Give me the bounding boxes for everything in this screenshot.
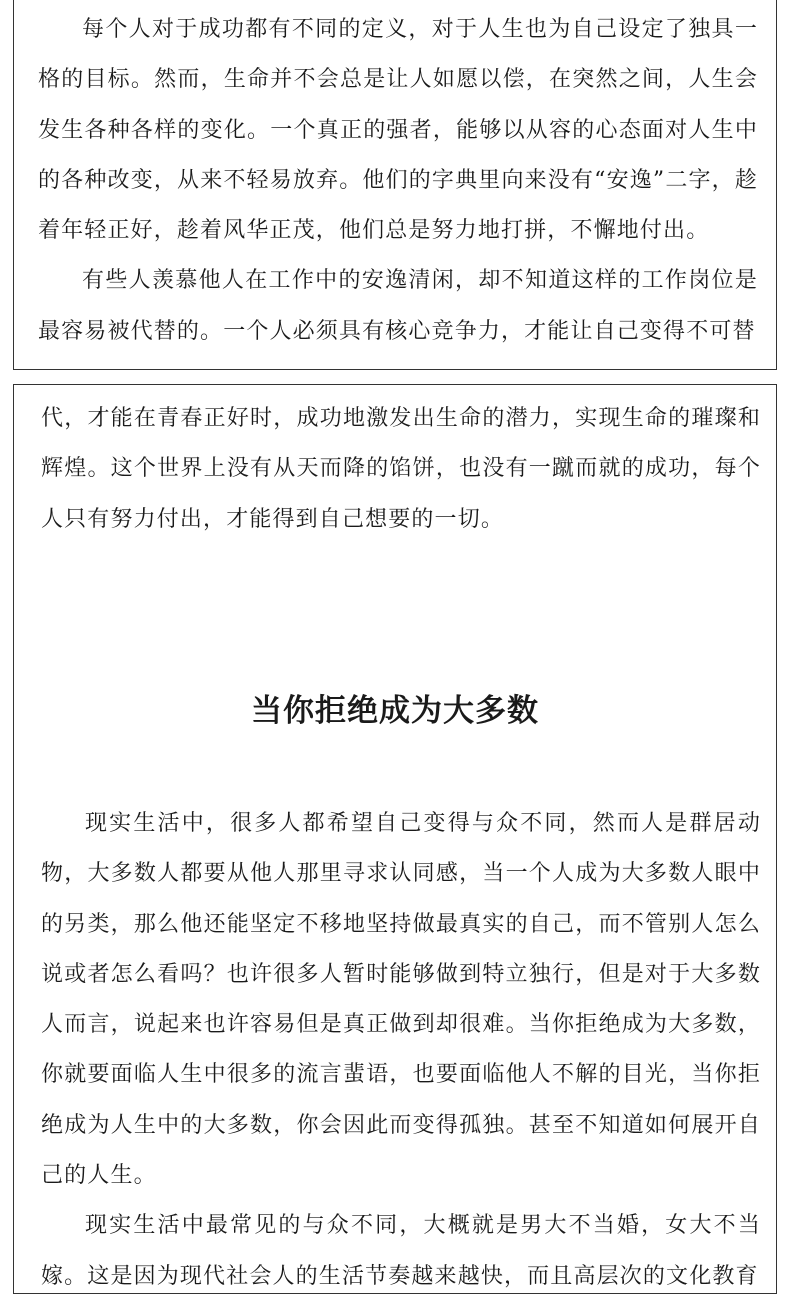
page-panel-top: [13, 0, 777, 370]
paragraph-refuse-majority: 现实生活中，很多人都希望自己变得与众不同，然而人是群居动物，大多数人都要从他人那里寻求认同感，当一个人成为大多数人眼中的另类，那么他还能坚定不移地坚持做最真实的自己，而不管别人怎么说或者怎么看吗？也许很多人暂时能够做到特立独行，但是对于大多数人而言，说起来也许容易但是真正做到却很难。当你拒绝成为大多数，你就要面临人生中很多的流言蜚语，也要面临他人不解的目光，当你拒绝成为人生中的大多数，你会因此而变得孤独。甚至不知道如何展开自己的人生。: [41, 811, 761, 1189]
text-block-top: [38, 5, 758, 357]
paragraph-core-competitiveness: 有些人羡慕他人在工作中的安逸清闲，却不知道这样的工作岗位是最容易被代替的。一个人必须具有核心竞争力，才能让自己变得不可替: [38, 268, 758, 344]
page-panel-bottom: [13, 384, 777, 1294]
text-block-continuation: [41, 394, 761, 545]
paragraph-continuation: 代，才能在青春正好时，成功地激发出生命的潜力，实现生命的璀璨和辉煌。这个世界上没有从天而降的馅饼，也没有一蹴而就的成功，每个人只有努力付出，才能得到自己想要的一切。: [41, 406, 761, 532]
paragraph-success-definition: 每个人对于成功都有不同的定义，对于人生也为自己设定了独具一格的目标。然而，生命并不会总是让人如愿以偿，在突然之间，人生会发生各种各样的变化。一个真正的强者，能够以从容的心态面对人生中的各种改变，从来不轻易放弃。他们的字典里向来没有“安逸”二字，趁着年轻正好，趁着风华正茂，他们总是努力地打拼，不懈地付出。: [38, 17, 758, 244]
text-block-section-body: [41, 799, 761, 1294]
section-heading: 当你拒绝成为大多数: [251, 693, 539, 729]
paragraph-common-difference: 现实生活中最常见的与众不同，大概就是男大不当婚，女大不当嫁。这是因为现代社会人的生活节奏越来越快，而且高层次的文化教育: [41, 1213, 761, 1289]
